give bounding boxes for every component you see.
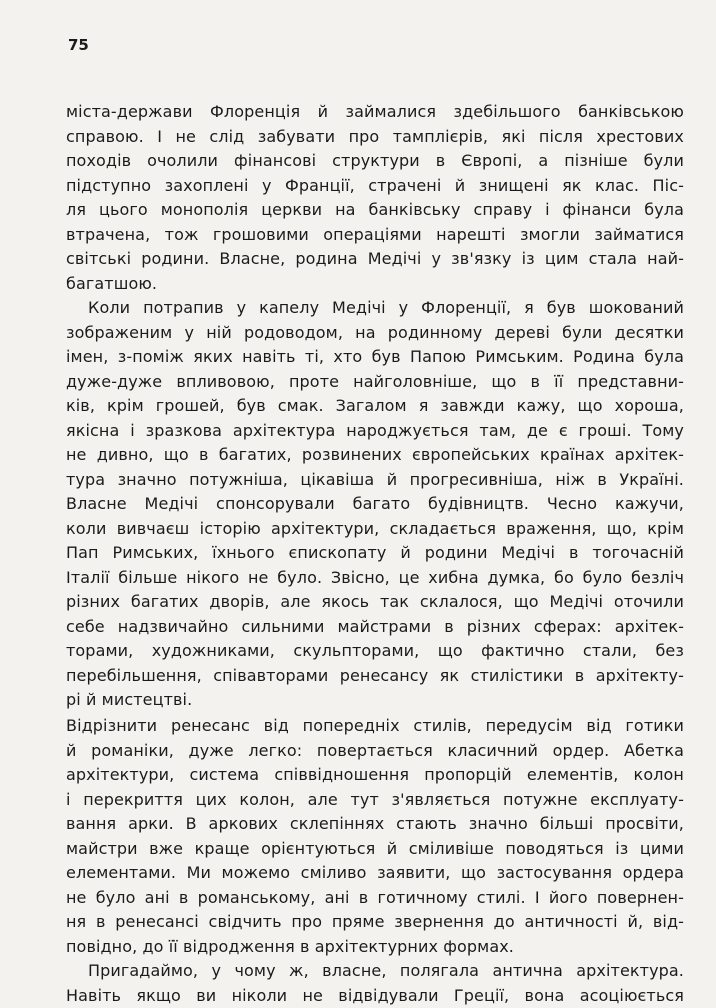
text-line: справою. І не слід забувати про тамплієрів, які після хрестових (66, 125, 684, 150)
text-line: світські родини. Власне, родина Медічі у зв'язку із цим стала най- (66, 247, 684, 272)
text-line: коли вивчаєш історію архітектури, складається враження, що, крім (66, 517, 684, 542)
text-line: елементами. Ми можемо сміливо заявити, що застосування ордера (66, 861, 684, 886)
text-line: якісна і зразкова архітектура народжується там, де є гроші. Тому (66, 419, 684, 444)
text-line: багатшою. (66, 272, 684, 297)
text-line: ля цього монополія церкви на банківську справу і фінанси була (66, 198, 684, 223)
text-line: не було ані в романському, ані в готичному стилі. І його повернен- (66, 886, 684, 911)
text-line: рі й мистецтві. (66, 688, 684, 713)
text-line: тура значно потужніша, цікавіша й прогресивніша, ніж в Україні. (66, 468, 684, 493)
text-line: торами, художниками, скульпторами, що фактично стали, без (66, 639, 684, 664)
text-line: Пригадаймо, у чому ж, власне, полягала антична архітектура. (66, 959, 684, 984)
paragraph-renaissance-order (66, 714, 684, 959)
text-line: вання арки. В аркових склепіннях стають значно більші просвіти, (66, 812, 684, 837)
text-line: перебільшення, співавторами ренесансу як стилістики в архітекту- (66, 664, 684, 689)
text-line: Коли потрапив у капелу Медічі у Флоренції, я був шокований (66, 296, 684, 321)
text-line: Пап Римських, їхнього єпископату й родини Медічі в тогочасній (66, 541, 684, 566)
text-line: себе надзвичайно сильними майстрами в різних сферах: архітек- (66, 615, 684, 640)
text-line: Італії більше нікого не було. Звісно, це хибна думка, бо було безліч (66, 566, 684, 591)
text-line: зображеним у ній родоводом, на родинному дереві були десятки (66, 321, 684, 346)
text-line: майстри вже краще орієнтуються й сміливіше поводяться із цими (66, 837, 684, 862)
text-line: повідно, до її відродження в архітектурних формах. (66, 935, 684, 960)
page-number: 75 (68, 36, 89, 54)
text-line: підступно захоплені у Франції, страчені й знищені як клас. Піс- (66, 174, 684, 199)
paragraph-antique-architecture (66, 959, 684, 1008)
text-line: втрачена, тож грошовими операціями нарешті змогли займатися (66, 223, 684, 248)
text-line: міста-держави Флоренція й займалися здебільшого банківською (66, 100, 684, 125)
text-line: Навіть якщо ви ніколи не відвідували Греції, вона асоціюється (66, 984, 684, 1008)
text-line: походів очолили фінансові структури в Європі, а пізніше були (66, 149, 684, 174)
paragraph-medici-florence (66, 100, 684, 296)
text-line: не дивно, що в багатих, розвинених європейських країнах архітек- (66, 443, 684, 468)
text-line: дуже-дуже впливовою, проте найголовніше, що в її представни- (66, 370, 684, 395)
text-line: Відрізнити ренесанс від попередніх стилів, передусім від готики (66, 714, 684, 739)
paragraph-medici-chapel (66, 296, 684, 713)
text-line: і перекриття цих колон, але тут з'являється потужне експлуату- (66, 788, 684, 813)
text-line: ків, крім грошей, був смак. Загалом я завжди кажу, що хороша, (66, 394, 684, 419)
text-line: ня в ренесансі свідчить про пряме звернення до античності й, від- (66, 910, 684, 935)
text-line: архітектури, система співвідношення пропорцій елементів, колон (66, 763, 684, 788)
text-line: імен, з-поміж яких навіть ті, хто був Папою Римським. Родина була (66, 345, 684, 370)
text-line: й романіки, дуже легко: повертається класичний ордер. Абетка (66, 739, 684, 764)
text-line: різних багатих дворів, але якось так склалося, що Медічі оточили (66, 590, 684, 615)
text-block-lower (66, 714, 684, 1008)
text-line: Власне Медічі спонсорували багато будівництв. Чесно кажучи, (66, 492, 684, 517)
text-block-upper (66, 100, 684, 713)
